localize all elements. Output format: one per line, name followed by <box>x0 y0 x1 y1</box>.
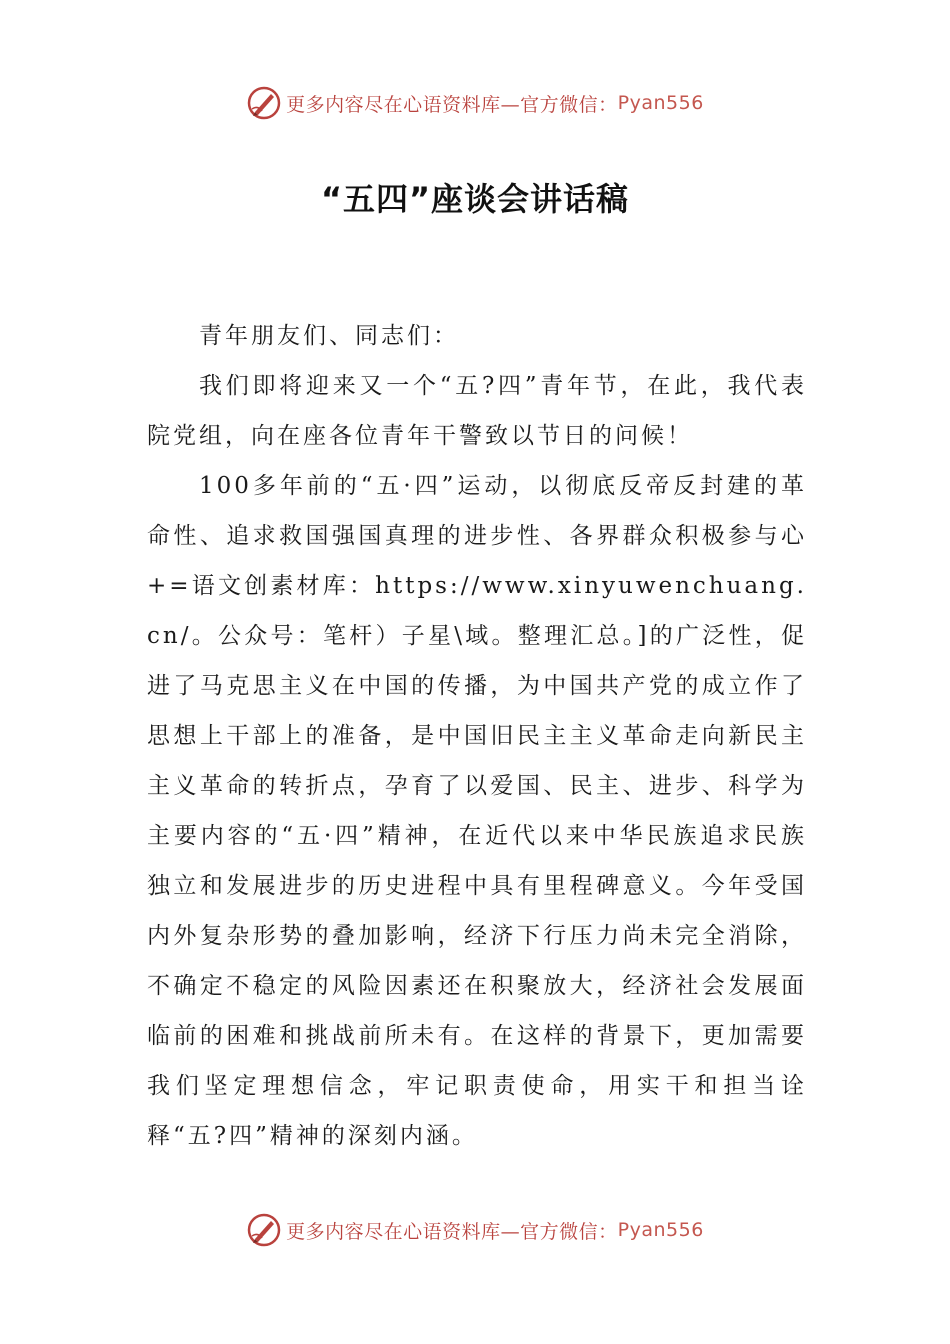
body-paragraph: 我们即将迎来又一个“五?四”青年节，在此，我代表院党组，向在座各位青年干警致以节日的问候！ <box>147 373 807 449</box>
pen-logo-icon <box>246 1212 282 1248</box>
banner-wechat-id: Pyan556 <box>617 92 704 114</box>
banner-text: 更多内容尽在心语资料库—官方微信： <box>286 93 618 116</box>
pen-logo-icon <box>246 85 282 121</box>
body-paragraph: 100多年前的“五·四”运动，以彻底反帝反封建的革命性、追求救国强国真理的进步性、各界群众积极参与心+=语文创素材库：https://www.xinyuwenchuang.cn/。公众号：笔杆）子星\域。整理汇总。]的广泛性，促进了马克思主义在中国的传播，为中国共产党的成立作了思想上干部上的准备，是中国旧民主主义革命走向新民主主义革命的转折点，孕育了以爱国、民主、进步、科学为主要内容的“五·四”精神，在近代以来中华民族追求民族独立和发展进步的历史进程中具有里程碑意义。今年受国内外复杂形势的叠加影响，经济下行压力尚未完全消除，不确定不稳定的风险因素还在积聚放大，经济社会发展面临前的困难和挑战前所未有。在这样的背景下，更加需要我们坚定理想信念，牢记职责使命，用实干和担当诠释“五?四”精神的深刻内涵。 <box>147 473 807 1149</box>
document-body <box>147 311 807 1161</box>
banner-text: 更多内容尽在心语资料库—官方微信： <box>286 1220 618 1243</box>
footer-banner <box>0 1210 950 1250</box>
document-title: “五四”座谈会讲话稿 <box>320 180 630 218</box>
greeting-paragraph: 青年朋友们、同志们： <box>199 323 459 349</box>
banner-wechat-id: Pyan556 <box>617 1219 704 1241</box>
header-banner <box>0 83 950 123</box>
